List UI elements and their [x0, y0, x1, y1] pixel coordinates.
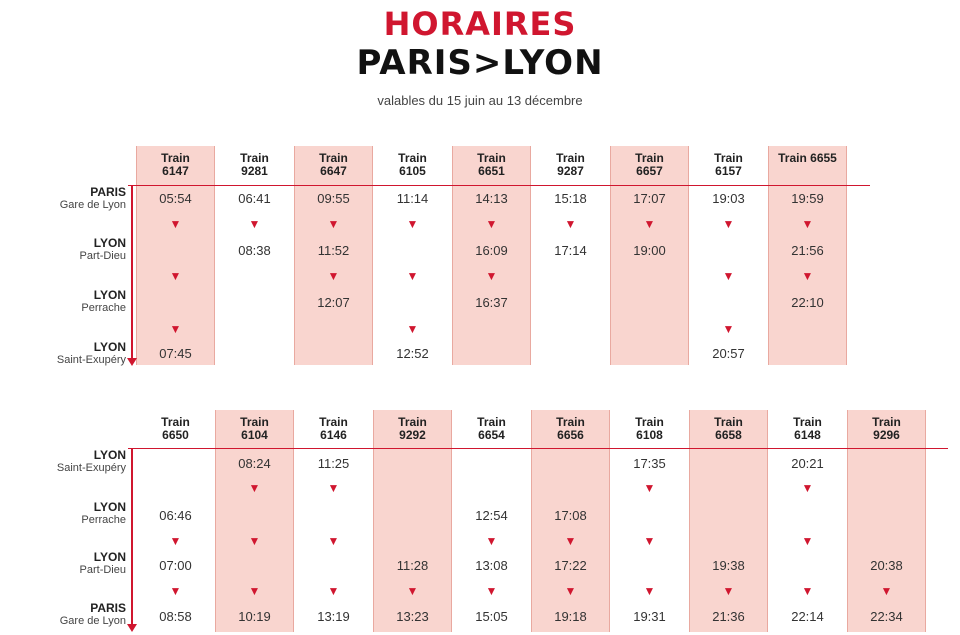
train-header: Train 6656 — [556, 415, 585, 442]
time-cell: 17:14 — [554, 243, 587, 258]
down-arrow-icon: ▼ — [485, 269, 498, 283]
title-route: PARIS>LYON — [356, 43, 604, 83]
station-name: PARIS — [90, 185, 126, 199]
down-arrow-icon: ▼ — [643, 217, 656, 231]
time-cell: 21:56 — [791, 243, 824, 258]
time-cell: 06:46 — [159, 508, 192, 523]
time-cell: 09:55 — [317, 191, 350, 206]
time-cell: 22:34 — [870, 609, 903, 624]
train-header: Train 9287 — [556, 151, 585, 178]
train-column — [373, 146, 452, 365]
down-arrow-icon: ▼ — [485, 217, 498, 231]
time-cell: 11:52 — [317, 243, 350, 258]
down-arrow-icon: ▼ — [169, 269, 182, 283]
station-name: LYON — [93, 236, 126, 250]
time-cell: 13:19 — [317, 609, 350, 624]
time-cell: 15:05 — [475, 609, 508, 624]
time-cell: 19:31 — [633, 609, 666, 624]
station-sub: Gare de Lyon — [59, 615, 126, 627]
time-cell: 08:24 — [238, 456, 271, 471]
down-arrow-icon: ▼ — [643, 534, 656, 548]
time-cell: 12:52 — [396, 346, 429, 361]
train-column — [610, 146, 689, 365]
down-arrow-icon: ▼ — [801, 584, 814, 598]
down-arrow-icon: ▼ — [327, 584, 340, 598]
down-arrow-icon: ▼ — [248, 217, 261, 231]
down-arrow-icon: ▼ — [722, 217, 735, 231]
down-arrow-icon: ▼ — [643, 481, 656, 495]
down-arrow-icon: ▼ — [169, 217, 182, 231]
header-divider — [128, 448, 948, 449]
time-cell: 08:38 — [238, 243, 271, 258]
station-sub: Gare de Lyon — [59, 199, 126, 211]
time-cell: 20:57 — [712, 346, 745, 361]
train-column — [373, 410, 452, 632]
time-cell: 08:58 — [159, 609, 192, 624]
time-cell: 07:00 — [159, 558, 192, 573]
title-horaires: HORAIRES — [383, 5, 577, 43]
station-label — [0, 501, 126, 527]
train-column — [531, 146, 610, 365]
time-cell: 21:36 — [712, 609, 745, 624]
train-header: Train 6147 — [161, 151, 190, 178]
station-label — [0, 449, 126, 475]
time-cell: 19:38 — [712, 558, 745, 573]
time-cell: 13:08 — [475, 558, 508, 573]
down-arrow-icon: ▼ — [801, 217, 814, 231]
train-header: Train 6658 — [714, 415, 743, 442]
train-header: Train 9281 — [240, 151, 269, 178]
time-cell: 10:19 — [238, 609, 271, 624]
time-cell: 05:54 — [159, 191, 192, 206]
train-column — [136, 146, 215, 365]
direction-line — [131, 185, 133, 358]
train-column — [136, 410, 215, 632]
train-column — [689, 146, 768, 365]
down-arrow-icon: ▼ — [406, 322, 419, 336]
time-cell: 19:59 — [791, 191, 824, 206]
time-cell: 19:03 — [712, 191, 745, 206]
station-sub: Perrache — [81, 514, 126, 526]
down-arrow-icon: ▼ — [406, 269, 419, 283]
direction-line — [131, 448, 133, 624]
time-cell: 22:10 — [791, 295, 824, 310]
train-header: Train 6157 — [714, 151, 743, 178]
down-arrow-icon: ▼ — [801, 269, 814, 283]
header-divider — [128, 185, 870, 186]
time-cell: 12:54 — [475, 508, 508, 523]
time-cell: 06:41 — [238, 191, 271, 206]
train-column — [768, 146, 847, 365]
time-cell: 17:22 — [554, 558, 587, 573]
station-name: LYON — [93, 500, 126, 514]
time-cell: 19:00 — [633, 243, 666, 258]
time-cell: 22:14 — [791, 609, 824, 624]
down-arrow-icon: ▼ — [406, 584, 419, 598]
station-label — [0, 602, 126, 628]
train-header: Train 6651 — [477, 151, 506, 178]
station-name: PARIS — [90, 601, 126, 615]
down-arrow-icon: ▼ — [564, 584, 577, 598]
time-cell: 15:18 — [554, 191, 587, 206]
train-column — [531, 410, 610, 632]
train-column — [610, 410, 689, 632]
train-header: Train 6657 — [635, 151, 664, 178]
down-arrow-icon: ▼ — [722, 584, 735, 598]
down-arrow-icon: ▼ — [248, 481, 261, 495]
validity-subtitle: valables du 15 juin au 13 décembre — [377, 93, 583, 108]
train-header: Train 6108 — [635, 415, 664, 442]
train-header: Train 6650 — [161, 415, 190, 442]
train-column — [768, 410, 847, 632]
time-cell: 17:08 — [554, 508, 587, 523]
station-label — [0, 341, 126, 367]
station-label — [0, 551, 126, 577]
time-cell: 19:18 — [554, 609, 587, 624]
time-cell: 11:14 — [396, 191, 429, 206]
time-cell: 11:28 — [396, 558, 429, 573]
direction-arrow-icon — [127, 358, 137, 366]
down-arrow-icon: ▼ — [406, 217, 419, 231]
train-column — [294, 410, 373, 632]
time-cell: 16:09 — [475, 243, 508, 258]
time-cell: 13:23 — [396, 609, 429, 624]
down-arrow-icon: ▼ — [722, 269, 735, 283]
down-arrow-icon: ▼ — [722, 322, 735, 336]
station-name: LYON — [93, 288, 126, 302]
station-sub: Part-Dieu — [79, 564, 126, 576]
time-cell: 14:13 — [475, 191, 508, 206]
down-arrow-icon: ▼ — [485, 534, 498, 548]
time-cell: 17:07 — [633, 191, 666, 206]
train-column — [452, 410, 531, 632]
train-column — [294, 146, 373, 365]
train-column — [689, 410, 768, 632]
down-arrow-icon: ▼ — [327, 534, 340, 548]
down-arrow-icon: ▼ — [564, 534, 577, 548]
train-header: Train 6148 — [793, 415, 822, 442]
train-header: Train 6146 — [319, 415, 348, 442]
direction-arrow-icon — [127, 624, 137, 632]
down-arrow-icon: ▼ — [327, 269, 340, 283]
down-arrow-icon: ▼ — [169, 534, 182, 548]
time-cell: 16:37 — [475, 295, 508, 310]
train-header: Train 9292 — [398, 415, 427, 442]
time-cell: 20:38 — [870, 558, 903, 573]
train-column — [215, 146, 294, 365]
time-cell: 11:25 — [317, 456, 350, 471]
station-label — [0, 289, 126, 315]
station-sub: Perrache — [81, 302, 126, 314]
train-column — [215, 410, 294, 632]
time-cell: 17:35 — [633, 456, 666, 471]
down-arrow-icon: ▼ — [801, 534, 814, 548]
down-arrow-icon: ▼ — [248, 584, 261, 598]
down-arrow-icon: ▼ — [169, 322, 182, 336]
station-name: LYON — [93, 448, 126, 462]
train-header: Train 6105 — [398, 151, 427, 178]
train-column — [847, 410, 926, 632]
down-arrow-icon: ▼ — [248, 534, 261, 548]
train-column — [452, 146, 531, 365]
station-sub: Saint-Exupéry — [56, 462, 126, 474]
station-sub: Part-Dieu — [79, 250, 126, 262]
down-arrow-icon: ▼ — [564, 217, 577, 231]
train-header: Train 6655 — [778, 151, 837, 165]
time-cell: 12:07 — [317, 295, 350, 310]
time-cell: 20:21 — [791, 456, 824, 471]
down-arrow-icon: ▼ — [327, 481, 340, 495]
down-arrow-icon: ▼ — [169, 584, 182, 598]
train-header: Train 6654 — [477, 415, 506, 442]
train-header: Train 9296 — [872, 415, 901, 442]
station-sub: Saint-Exupéry — [56, 354, 126, 366]
station-name: LYON — [93, 340, 126, 354]
train-header: Train 6647 — [319, 151, 348, 178]
down-arrow-icon: ▼ — [643, 584, 656, 598]
station-label — [0, 237, 126, 263]
station-name: LYON — [93, 550, 126, 564]
down-arrow-icon: ▼ — [880, 584, 893, 598]
station-label — [0, 186, 126, 212]
down-arrow-icon: ▼ — [801, 481, 814, 495]
down-arrow-icon: ▼ — [327, 217, 340, 231]
down-arrow-icon: ▼ — [485, 584, 498, 598]
time-cell: 07:45 — [159, 346, 192, 361]
train-header: Train 6104 — [240, 415, 269, 442]
